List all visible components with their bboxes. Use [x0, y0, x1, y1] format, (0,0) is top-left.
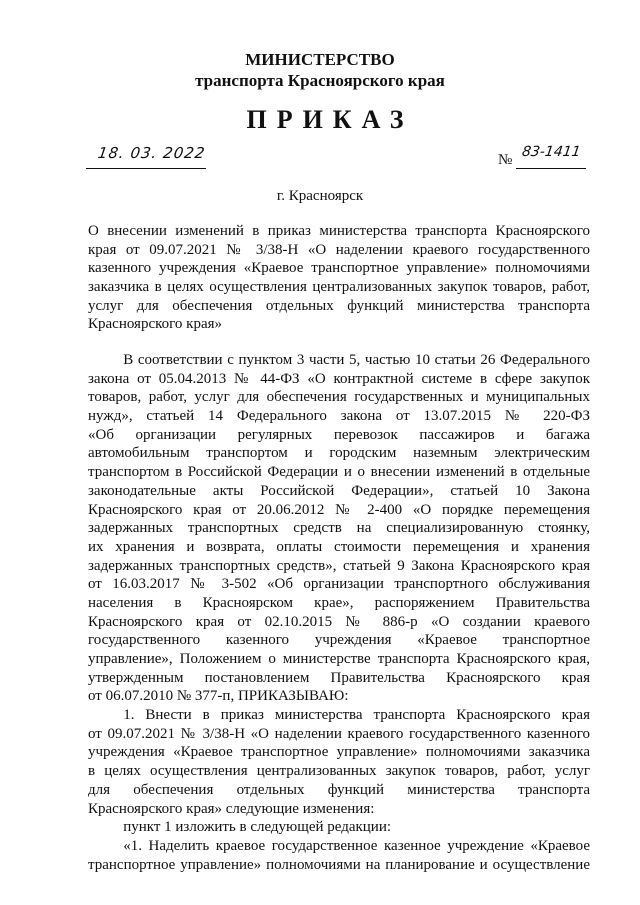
order-date-field [86, 144, 207, 169]
body-line: населения в Красноярском крае», распоряжением Правительства [88, 594, 590, 611]
body-line: в целях осуществления централизованных закупок товаров, работ, услуг [88, 763, 590, 780]
order-title: ПРИКАЗ [246, 105, 414, 134]
body-line: пункт 1 изложить в следующей редакции: [123, 819, 392, 836]
body-line: 1. Внести в приказ министерства транспорта Красноярского края [123, 707, 590, 724]
body-line: В соответствии с пунктом 3 части 5, частью 10 статьи 26 Федерального [123, 352, 590, 368]
body-line: от 16.03.2017 № 3-502 «Об организации транспортного обслуживания [88, 576, 590, 593]
body-line: учреждения «Краевое транспортное управление» полномочиями заказчика [88, 744, 590, 761]
body-line: товаров, работ, услуг для обеспечения государственных и муниципальных [88, 389, 590, 406]
body-line: для обеспечения отдельных функций министерства транспорта [88, 781, 590, 798]
body-line: Красноярского края от 02.10.2015 № 886-р «О создании краевого [88, 613, 590, 630]
order-number-handwritten: 83-1411 [520, 144, 582, 160]
body-line: «Об организации регулярных перевозок пассажиров и багажа [88, 426, 590, 443]
body-line: автомобильным транспортом и городским наземным электрическим [88, 445, 590, 462]
order-date-handwritten: 18. 03. 2022 [96, 144, 207, 162]
subject-line: заказчика в целях осуществления централизованных закупок товаров, работ, [88, 279, 590, 296]
city-name: г. Красноярск [276, 188, 364, 204]
ministry-subtitle: транспорта Красноярского края [195, 71, 445, 90]
body-line: законодательные акты Российской Федерации», статьей 10 Закона [88, 482, 590, 499]
subject-line: Красноярского края» [88, 316, 223, 333]
subject-line: услуг для обеспечения отдельных функций министерства транспорта [88, 297, 590, 314]
body-line: задержанных транспортных средств на специализированную стоянку, [88, 520, 590, 537]
ministry-title: МИНИСТЕРСТВО [245, 50, 395, 69]
body-line: транспортом в Российской Федерации и о внесении изменений в отдельные [88, 464, 590, 481]
body-line: от 09.07.2021 № 3/38-Н «О наделении краевого государственного казенного [88, 725, 590, 742]
body-line: транспортное управление» полномочиями на планирование и осуществление [88, 856, 590, 873]
body-line: нужд», статьей 14 Федерального закона от 13.07.2015 № 220-ФЗ [88, 408, 590, 425]
body-line: управление», Положением о министерстве транспорта Красноярского края, [88, 651, 590, 667]
order-subject [88, 222, 590, 334]
body-line: государственного казенного учреждения «Краевое транспортное [88, 632, 590, 649]
body-line: закона от 05.04.2013 № 44-ФЗ «О контрактной системе в сфере закупок [88, 370, 590, 387]
body-line: от 06.07.2010 № 377-п, ПРИКАЗЫВАЮ: [88, 688, 349, 705]
order-body [88, 351, 590, 874]
body-line: их хранения и возврата, оплаты стоимости перемещения и хранения [88, 538, 590, 555]
subject-line: казенного учреждения «Краевое транспортное управление» полномочиями [88, 260, 590, 277]
subject-line: края от 09.07.2021 № 3/38-Н «О наделении краевого государственного [88, 241, 590, 258]
body-line: Красноярского края» следующие изменения: [88, 800, 375, 817]
subject-line: О внесении изменений в приказ министерства транспорта Красноярского [88, 223, 590, 239]
body-line: задержанных транспортных средств», статьей 9 Закона Красноярского края [88, 557, 590, 574]
body-line: Красноярского края от 20.06.2012 № 2-400 «О порядке перемещения [88, 501, 590, 518]
body-line: утвержденным постановлением Правительства Красноярского края [88, 669, 590, 686]
order-number-label: № [498, 152, 513, 168]
order-number-field [516, 144, 586, 169]
body-line: «1. Наделить краевое государственное казенное учреждение «Краевое [123, 837, 590, 854]
